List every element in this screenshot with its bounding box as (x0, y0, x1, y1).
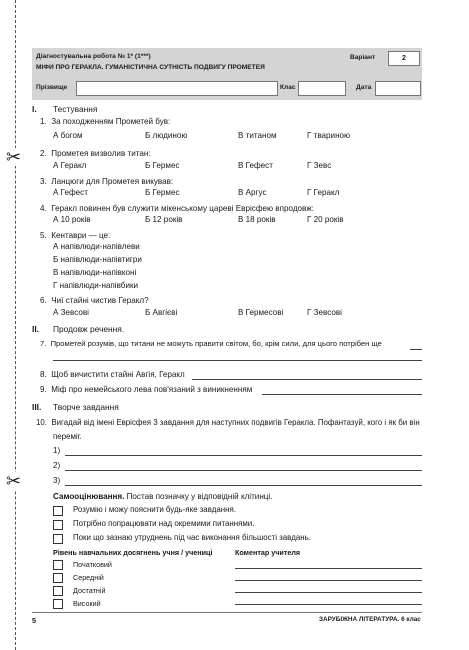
q5-option-b[interactable]: Б напівлюди-напівтигри (53, 255, 142, 264)
self-item-2: Потрібно попрацювати над окремими питаннями. (73, 519, 255, 528)
question-10-cont: переміг. (53, 432, 82, 441)
class-label: Клас (280, 84, 296, 91)
question-5: 5. Кентаври — це: (40, 231, 111, 240)
page-number: 5 (32, 616, 36, 625)
level-checkbox-1[interactable] (53, 560, 63, 570)
self-checkbox-2[interactable] (53, 520, 63, 530)
level-checkbox-3[interactable] (53, 586, 63, 596)
self-assessment-title: Самооцінювання. Постав позначку у відповідній клітинці. (53, 492, 273, 501)
q6-option-c[interactable]: В Гермесові (238, 308, 284, 317)
question-6: 6. Чиї стайні чистив Геракл? (40, 296, 149, 305)
q4-option-d[interactable]: Г 20 років (307, 215, 344, 224)
comment-line-4[interactable] (235, 604, 422, 605)
level-item-2: Середній (73, 573, 104, 582)
q2-option-b[interactable]: Б Гермес (145, 161, 180, 170)
q3-option-a[interactable]: А Гефест (53, 188, 88, 197)
question-3: 3. Ланцюги для Прометея викував: (40, 177, 174, 186)
q10-item-3: 3) (53, 476, 61, 485)
work-title: Діагностувальна робота № 1* (1***) (36, 53, 151, 60)
q6-option-a[interactable]: А Зевсові (53, 308, 89, 317)
level-item-3: Достатній (73, 586, 106, 595)
q4-option-a[interactable]: А 10 років (53, 215, 91, 224)
q7-answer-line-2[interactable] (53, 360, 422, 361)
q3-option-b[interactable]: Б Гермес (145, 188, 180, 197)
question-8: 8. Щоб вичистити стайні Авгія, Геракл (40, 370, 185, 379)
class-field[interactable] (298, 81, 346, 96)
q2-option-a[interactable]: А Геракл (53, 161, 87, 170)
comment-line-1[interactable] (235, 568, 422, 569)
comment-title: Коментар учителя (235, 548, 301, 557)
q6-option-b[interactable]: Б Авгієві (145, 308, 178, 317)
level-item-1: Початковий (73, 560, 112, 569)
question-4: 4. Геракл повинен був служити мікенському цареві Еврісфею впродовж: (40, 204, 314, 213)
q5-option-d[interactable]: Г напівлюди-напівбики (53, 281, 139, 290)
q1-option-c[interactable]: В титаном (238, 131, 277, 140)
date-field[interactable] (375, 81, 421, 96)
level-checkbox-4[interactable] (53, 599, 63, 609)
q10-item-1: 1) (53, 446, 61, 455)
scissors-icon: ✂ (6, 471, 22, 491)
variant-value: 2 (388, 51, 420, 66)
q9-answer-line[interactable] (262, 394, 422, 395)
q6-option-d[interactable]: Г Зевсові (307, 308, 342, 317)
question-2: 2. Прометея визволив титан: (40, 149, 151, 158)
comment-line-2[interactable] (235, 580, 422, 581)
work-subtitle: МІФИ ПРО ГЕРАКЛА. ГУМАНІСТИЧНА СУТНІСТЬ ПОДВИГУ ПРОМЕТЕЯ (36, 64, 265, 71)
q10-answer-line-3[interactable] (65, 485, 422, 486)
q10-answer-line-1[interactable] (65, 455, 422, 456)
comment-line-3[interactable] (235, 592, 422, 593)
date-label: Дата (356, 84, 372, 91)
scissors-icon: ✂ (6, 147, 22, 167)
q1-option-b[interactable]: Б людиною (145, 131, 188, 140)
book-title: ЗАРУБІЖНА ЛІТЕРАТУРА. 6 клас (319, 616, 421, 623)
surname-label: Прізвище (36, 84, 68, 91)
section-title: Творче завдання (53, 402, 119, 412)
q4-option-c[interactable]: В 18 років (238, 215, 276, 224)
q10-item-2: 2) (53, 461, 61, 470)
level-checkbox-2[interactable] (53, 573, 63, 583)
question-1: 1. За походженням Прометей був: (40, 117, 171, 126)
section-title: Тестування (53, 104, 98, 114)
question-7: 7. Прометей розумів, що титани не можуть правити світом, бо, крім сили, для цього потрібен ще (40, 339, 382, 348)
self-item-1: Розумію і можу пояснити будь-яке завдання. (73, 505, 236, 514)
q10-answer-line-2[interactable] (65, 470, 422, 471)
variant-label: Варіант (350, 54, 376, 61)
q5-option-c[interactable]: В напівлюди-напівконі (53, 268, 137, 277)
q2-option-d[interactable]: Г Зевс (307, 161, 332, 170)
q3-option-d[interactable]: Г Геракл (307, 188, 340, 197)
question-10: 10. Вигадай від імені Еврісфея 3 завдання для наступних подвигів Геракла. Пофантазуй, кого і як би він (36, 418, 420, 427)
q7-answer-line[interactable] (410, 349, 422, 350)
q3-option-c[interactable]: В Аргус (238, 188, 267, 197)
section-title: Продовж речення. (53, 324, 125, 334)
surname-field[interactable] (76, 81, 278, 96)
q2-option-c[interactable]: В Гефест (238, 161, 273, 170)
q8-answer-line[interactable] (192, 379, 422, 380)
q1-option-a[interactable]: А богом (53, 131, 83, 140)
level-title: Рівень навчальних досягнень учня / учениці (53, 548, 213, 557)
self-checkbox-3[interactable] (53, 534, 63, 544)
q1-option-d[interactable]: Г твариною (307, 131, 351, 140)
q4-option-b[interactable]: Б 12 років (145, 215, 183, 224)
question-9: 9. Міф про немейського лева пов'язаний з виникненням (40, 385, 253, 394)
header-panel (32, 48, 422, 100)
cut-line (15, 0, 16, 650)
level-item-4: Високий (73, 599, 101, 608)
q5-option-a[interactable]: А напівлюди-напівлеви (53, 242, 140, 251)
self-checkbox-1[interactable] (53, 506, 63, 516)
self-item-3: Поки що зазнаю утруднень під час виконання більшості завдань. (73, 533, 311, 542)
footer-rule (32, 612, 422, 613)
